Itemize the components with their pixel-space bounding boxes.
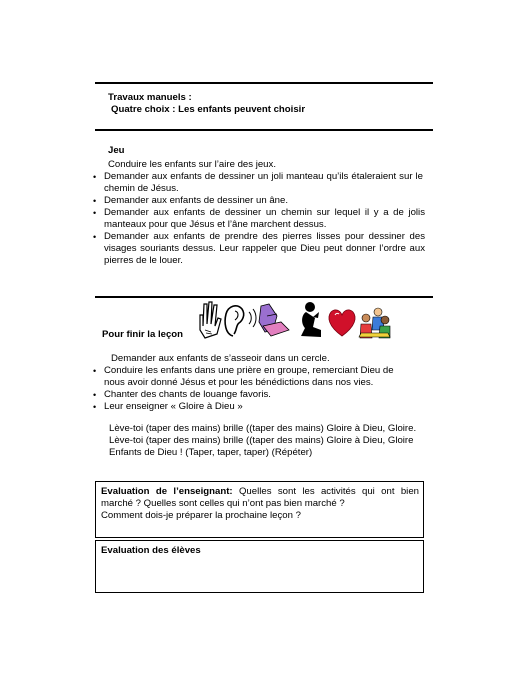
jeu-bullet-3: Demander aux enfants de dessiner un chemin sur lequel il y a de jolis manteaux pour que Jésus et l’âne marchent dessus. [104,207,425,230]
eval-enseignant-question: Quelles sont les activités qui ont bien marché ? Quelles sont celles qui n’ont pas bien marché ? [101,486,419,509]
jeu-intro: Conduire les enfants sur l’aire des jeux. [108,159,276,170]
travaux-subtitle: Quatre choix : Les enfants peuvent choisir [111,104,306,115]
travaux-title: Travaux manuels : [108,92,192,103]
hand-icon [200,302,221,338]
icon-strip [197,300,391,340]
song-line-1: Lève-toi (taper des mains) brille ((taper des mains) Gloire à Dieu, Gloire. [109,423,417,434]
eval-enseignant-box [95,481,424,538]
eval-enseignant-line2: Comment dois-je préparer la prochaine leçon ? [101,510,301,521]
bullet-icon: • [93,208,97,218]
jeu-heading: Jeu [108,145,125,156]
fin-top-rule [95,296,433,298]
bullet-icon: • [93,402,97,412]
ear-icon [225,306,256,336]
top-rule [95,82,433,84]
jeu-bullet-1: Demander aux enfants de dessiner un joli manteau qu’ils étaleraient sur le chemin de Jésus. [104,171,423,194]
fin-heading: Pour finir la leçon [102,329,184,340]
jeu-bullet-2: Demander aux enfants de dessiner un âne. [104,195,289,206]
song-line-3: Enfants de Dieu ! (Taper, taper, taper) (Répéter) [109,447,313,458]
bullet-icon: • [93,390,97,400]
children-group-icon [359,308,390,338]
song-line-2: Lève-toi (taper des mains) brille ((taper des mains) Gloire à Dieu, Gloire [109,435,414,446]
kneeling-person-icon [301,302,321,337]
fin-bullet-3: Leur enseigner « Gloire à Dieu » [104,401,243,412]
eval-enseignant-label: Evaluation de l’enseignant: [101,486,233,497]
bullet-icon: • [93,172,97,182]
hands-praying-icon [259,304,289,336]
bullet-icon: • [93,196,97,206]
bullet-icon: • [93,232,97,242]
eval-enseignant-text [101,486,419,510]
fin-bullet-2: Chanter des chants de louange favoris. [104,389,271,400]
travaux-bottom-rule [95,129,433,131]
heart-icon [329,310,355,336]
eval-eleves-label: Evaluation des élèves [101,545,201,556]
fin-intro: Demander aux enfants de s’asseoir dans un cercle. [111,353,330,364]
fin-bullet-1: Conduire les enfants dans une prière en groupe, remerciant Dieu de nous avoir donné Jésus et pour les bénédictions dans nos vies. [104,365,394,388]
eval-eleves-box [95,540,424,593]
jeu-bullet-4: Demander aux enfants de prendre des pierres lisses pour dessiner des visages souriants dessus. Leur rappeler que Dieu peut donner l’ordre aux pierres de le louer. [104,231,425,266]
bullet-icon: • [93,366,97,376]
